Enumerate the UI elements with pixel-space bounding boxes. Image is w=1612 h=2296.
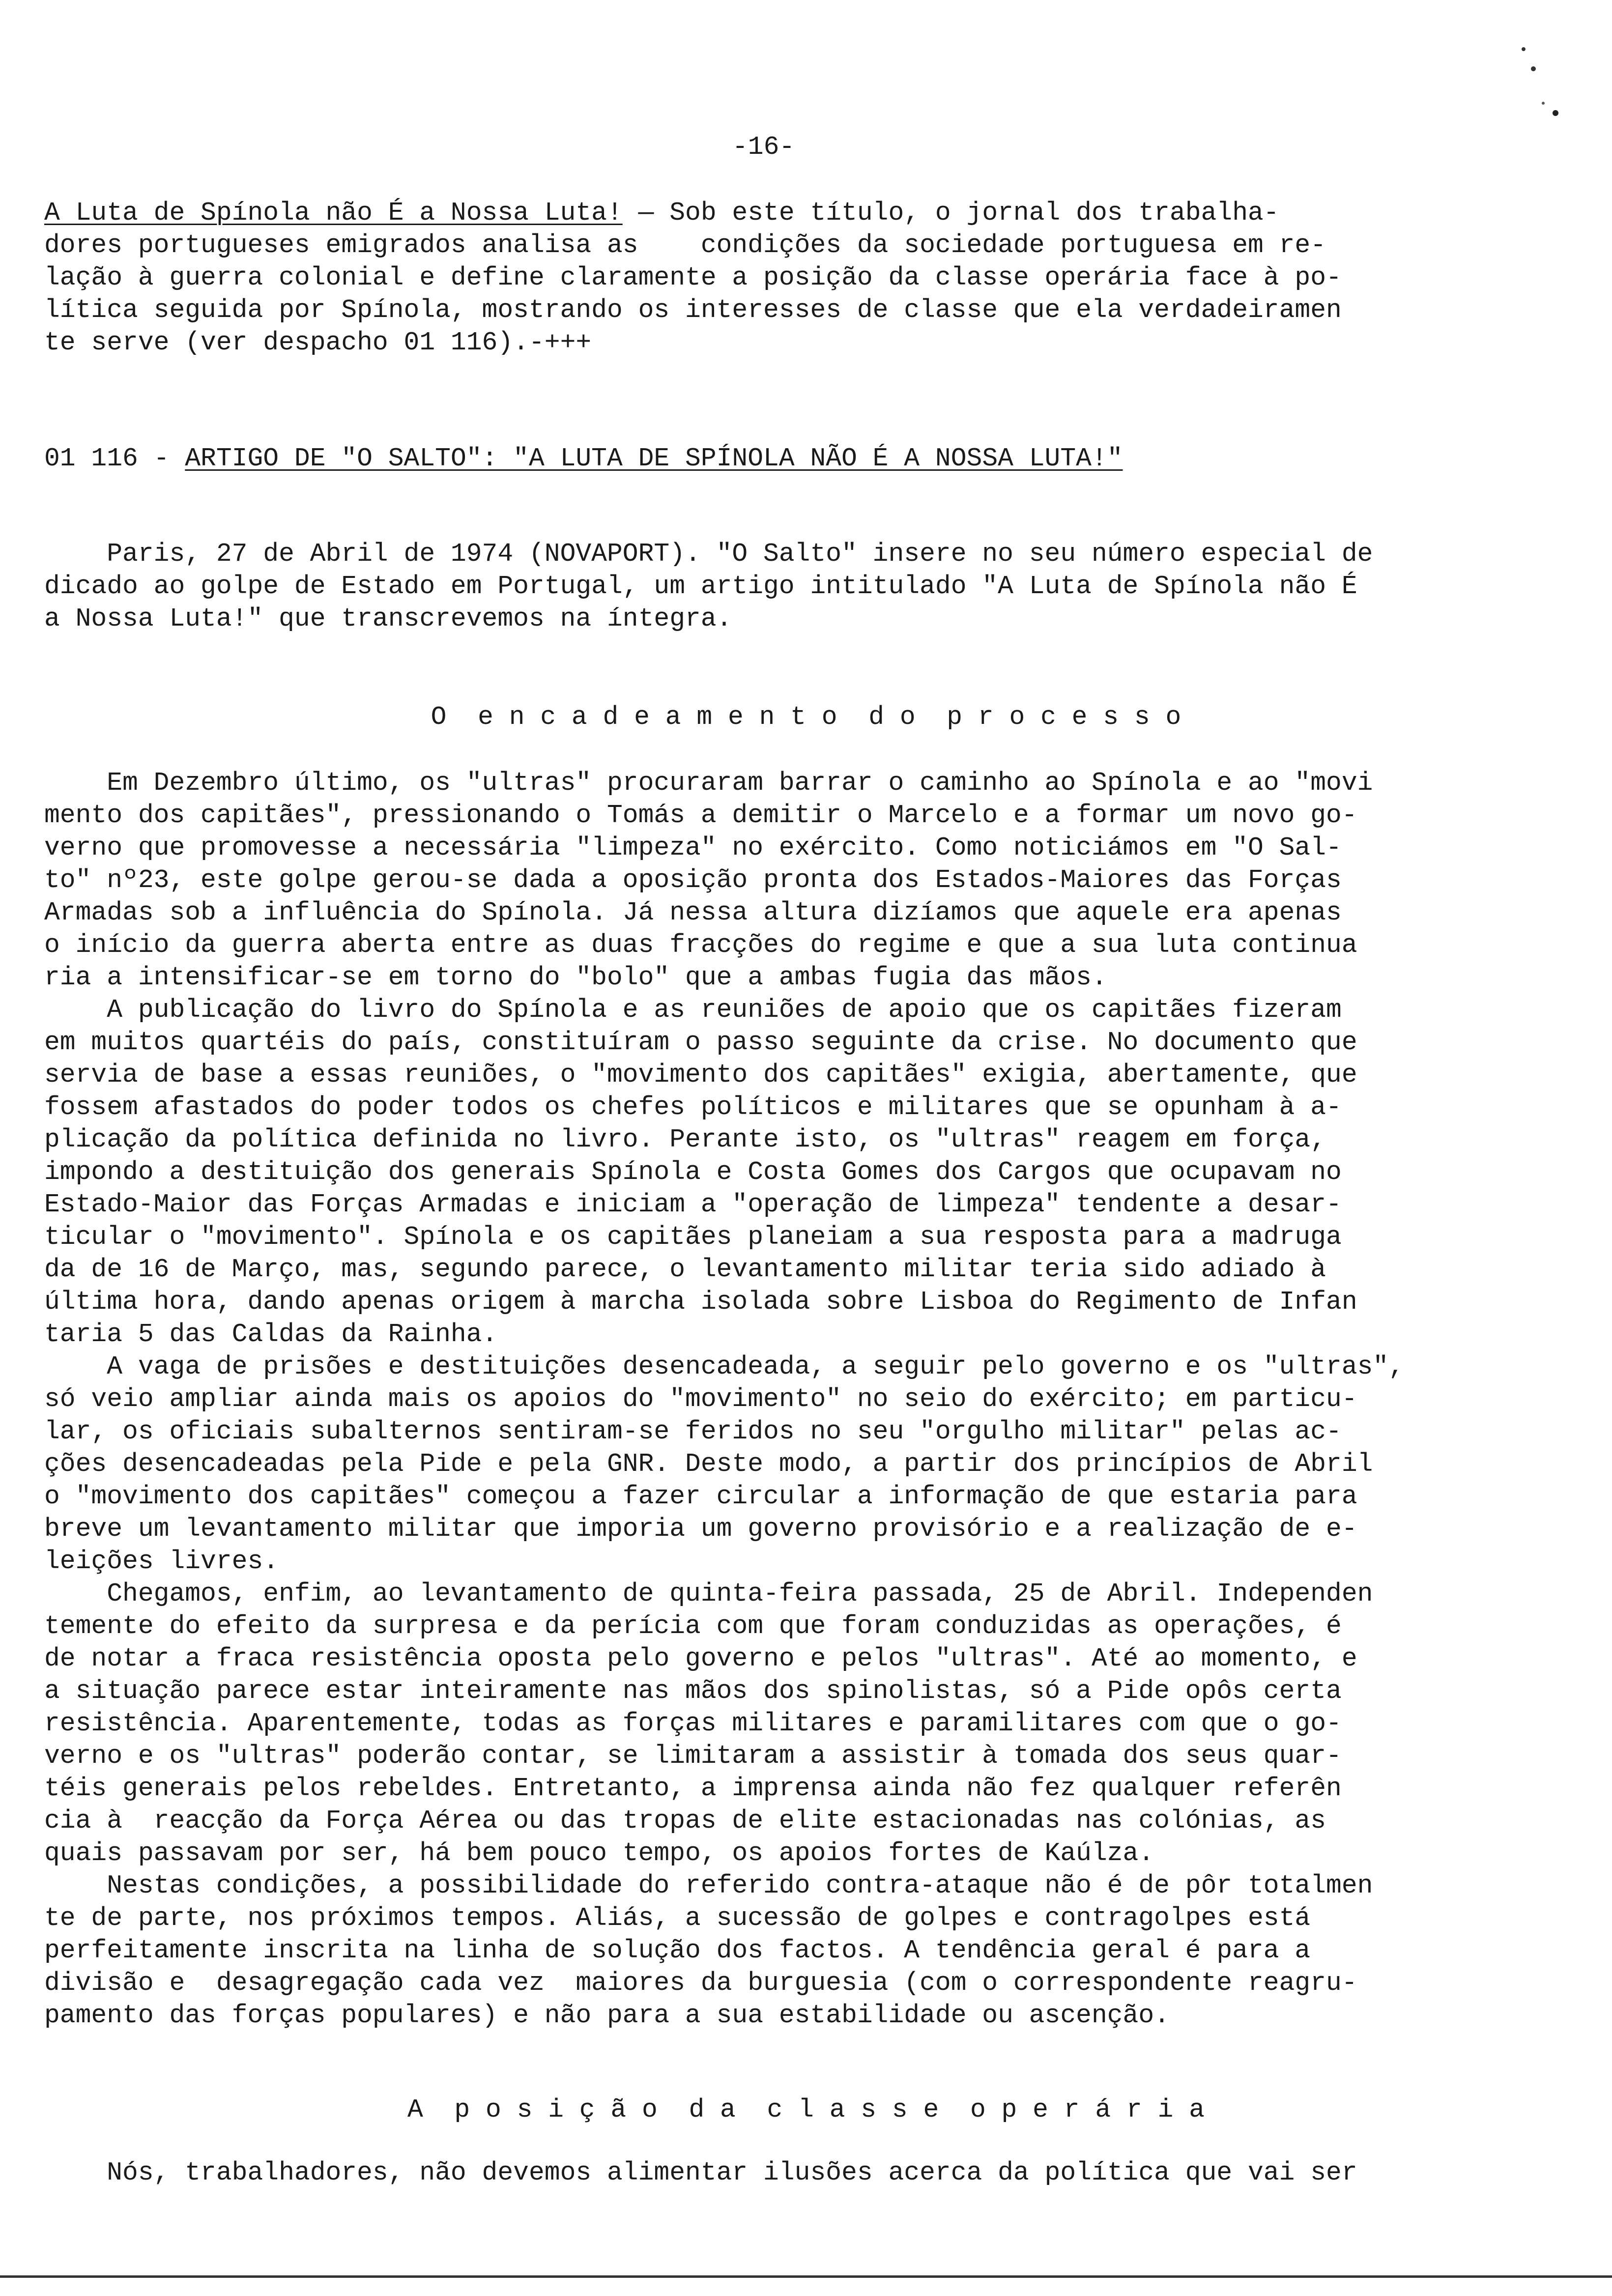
section-1-line: to" nº23, este golpe gerou-se dada a oposição pronta dos Estados-Maiores das Forças bbox=[44, 865, 1342, 895]
section-1-line: resistência. Aparentemente, todas as forças militares e paramilitares com que o go- bbox=[44, 1709, 1342, 1738]
dateline-line: a Nossa Luta!" que transcrevemos na íntegra. bbox=[44, 604, 732, 633]
section-1-line: temente do efeito da surpresa e da perícia com que foram conduzidas as operações, é bbox=[44, 1611, 1342, 1641]
section-1-line: a situação parece estar inteiramente nas mãos dos spinolistas, só a Pide opôs certa bbox=[44, 1676, 1342, 1706]
section-1-line: fossem afastados do poder todos os chefes políticos e militares que se opunham à a- bbox=[44, 1092, 1342, 1122]
section-1-line: cia à reacção da Força Aérea ou das tropas de elite estacionadas nas colónias, as bbox=[44, 1806, 1326, 1836]
section-1-line: verno e os "ultras" poderão contar, se limitaram a assistir à tomada dos seus quar- bbox=[44, 1741, 1342, 1771]
section-1-line: divisão e desagregação cada vez maiores da burguesia (com o correspondente reagru- bbox=[44, 1968, 1357, 1998]
intro-line: lação à guerra colonial e define claramente a posição da classe operária face à po- bbox=[44, 263, 1342, 292]
dispatch-title: ARTIGO DE "O SALTO": "A LUTA DE SPÍNOLA NÃO É A NOSSA LUTA!" bbox=[185, 444, 1123, 473]
bottom-rule bbox=[0, 2275, 1612, 2278]
section-1-line: breve um levantamento militar que imporia um governo provisório e a realização de e- bbox=[44, 1514, 1357, 1544]
section-1-line: Chegamos, enfim, ao levantamento de quinta-feira passada, 25 de Abril. Independen bbox=[44, 1579, 1373, 1608]
intro-line: lítica seguida por Spínola, mostrando os interesses de classe que ela verdadeiramen bbox=[44, 295, 1342, 325]
section-2-line: Nós, trabalhadores, não devemos alimentar ilusões acerca da política que vai ser bbox=[44, 2158, 1357, 2187]
section-1-line: o "movimento dos capitães" começou a fazer circular a informação de que estaria para bbox=[44, 1482, 1357, 1511]
section-1-line: só veio ampliar ainda mais os apoios do "movimento" no seio do exército; em particu- bbox=[44, 1384, 1357, 1414]
section-heading-encadeamento: O e n c a d e a m e n t o d o p r o c e s s o bbox=[431, 702, 1181, 732]
page-number: -16- bbox=[732, 132, 795, 162]
section-1-line: ria a intensificar-se em torno do "bolo" que a ambas fugia das mãos. bbox=[44, 963, 1107, 992]
intro-line: dores portugueses emigrados analisa as condições da sociedade portuguesa em re- bbox=[44, 230, 1326, 260]
section-1-line: Nestas condições, a possibilidade do referido contra-ataque não é de pôr totalmen bbox=[44, 1871, 1373, 1900]
section-1-line: Em Dezembro último, os "ultras" procuraram barrar o caminho ao Spínola e ao "movi bbox=[44, 768, 1373, 798]
section-1-line: mento dos capitães", pressionando o Tomás a demitir o Marcelo e a formar um novo go- bbox=[44, 801, 1357, 830]
section-1-line: plicação da política definida no livro. Perante isto, os "ultras" reagem em força, bbox=[44, 1125, 1326, 1154]
section-1-line: téis generais pelos rebeldes. Entretanto, a imprensa ainda não fez qualquer referên bbox=[44, 1774, 1342, 1803]
dispatch-header bbox=[44, 442, 1558, 475]
section-1-line: perfeitamente inscrita na linha de solução dos factos. A tendência geral é para a bbox=[44, 1936, 1311, 1965]
section-1-line: lar, os oficiais subalternos sentiram-se feridos no seu "orgulho militar" pelas ac- bbox=[44, 1417, 1342, 1446]
dateline-line: dicado ao golpe de Estado em Portugal, um artigo intitulado "A Luta de Spínola não É bbox=[44, 572, 1357, 601]
section-1-line: impondo a destituição dos generais Spínola e Costa Gomes dos Cargos que ocupavam no bbox=[44, 1157, 1342, 1187]
intro-line-1 bbox=[44, 197, 1558, 229]
dateline-line: Paris, 27 de Abril de 1974 (NOVAPORT). "O Salto" insere no seu número especial de bbox=[44, 539, 1373, 569]
intro-line-1-rest: — Sob este título, o jornal dos trabalha- bbox=[622, 198, 1279, 228]
section-1-line: pamento das forças populares) e não para a sua estabilidade ou ascenção. bbox=[44, 2001, 1170, 2030]
section-1-line: taria 5 das Caldas da Rainha. bbox=[44, 1320, 498, 1349]
intro-line: te serve (ver despacho 01 116).-+++ bbox=[44, 328, 592, 357]
section-1-line: verno que promovesse a necessária "limpeza" no exército. Como noticiámos em "O Sal- bbox=[44, 833, 1342, 862]
section-1-line: Estado-Maior das Forças Armadas e iniciam a "operação de limpeza" tendente a desar- bbox=[44, 1190, 1342, 1219]
section-1-line: quais passavam por ser, há bem pouco tempo, os apoios fortes de Kaúlza. bbox=[44, 1838, 1154, 1868]
section-1-line: Armadas sob a influência do Spínola. Já nessa altura dizíamos que aquele era apenas bbox=[44, 898, 1342, 927]
intro-title: A Luta de Spínola não É a Nossa Luta! bbox=[44, 198, 623, 228]
dispatch-code: 01 116 - bbox=[44, 444, 185, 473]
section-heading-posicao: A p o s i ç ã o d a c l a s s e o p e r á r i a bbox=[407, 2095, 1205, 2124]
section-1-line: te de parte, nos próximos tempos. Aliás, a sucessão de golpes e contragolpes está bbox=[44, 1903, 1311, 1933]
scan-specks bbox=[1509, 39, 1568, 138]
section-1-line: ticular o "movimento". Spínola e os capitães planeiam a sua resposta para a madruga bbox=[44, 1222, 1342, 1252]
section-1-line: A vaga de prisões e destituições desencadeada, a seguir pelo governo e os "ultras", bbox=[44, 1352, 1405, 1381]
section-1-line: em muitos quartéis do país, constituíram o passo seguinte da crise. No documento que bbox=[44, 1028, 1357, 1057]
section-1-line: leições livres. bbox=[44, 1547, 279, 1576]
section-1-line: servia de base a essas reuniões, o "movimento dos capitães" exigia, abertamente, que bbox=[44, 1060, 1357, 1090]
section-1-line: de notar a fraca resistência oposta pelo governo e pelos "ultras". Até ao momento, e bbox=[44, 1644, 1357, 1673]
section-1-line: o início da guerra aberta entre as duas fracções do regime e que a sua luta continua bbox=[44, 930, 1357, 960]
section-1-line: da de 16 de Março, mas, segundo parece, o levantamento militar teria sido adiado à bbox=[44, 1255, 1326, 1284]
section-1-line: ções desencadeadas pela Pide e pela GNR. Deste modo, a partir dos princípios de Abril bbox=[44, 1449, 1373, 1479]
section-1-line: A publicação do livro do Spínola e as reuniões de apoio que os capitães fizeram bbox=[44, 995, 1342, 1025]
section-1-line: última hora, dando apenas origem à marcha isolada sobre Lisboa do Regimento de Infan bbox=[44, 1287, 1357, 1317]
